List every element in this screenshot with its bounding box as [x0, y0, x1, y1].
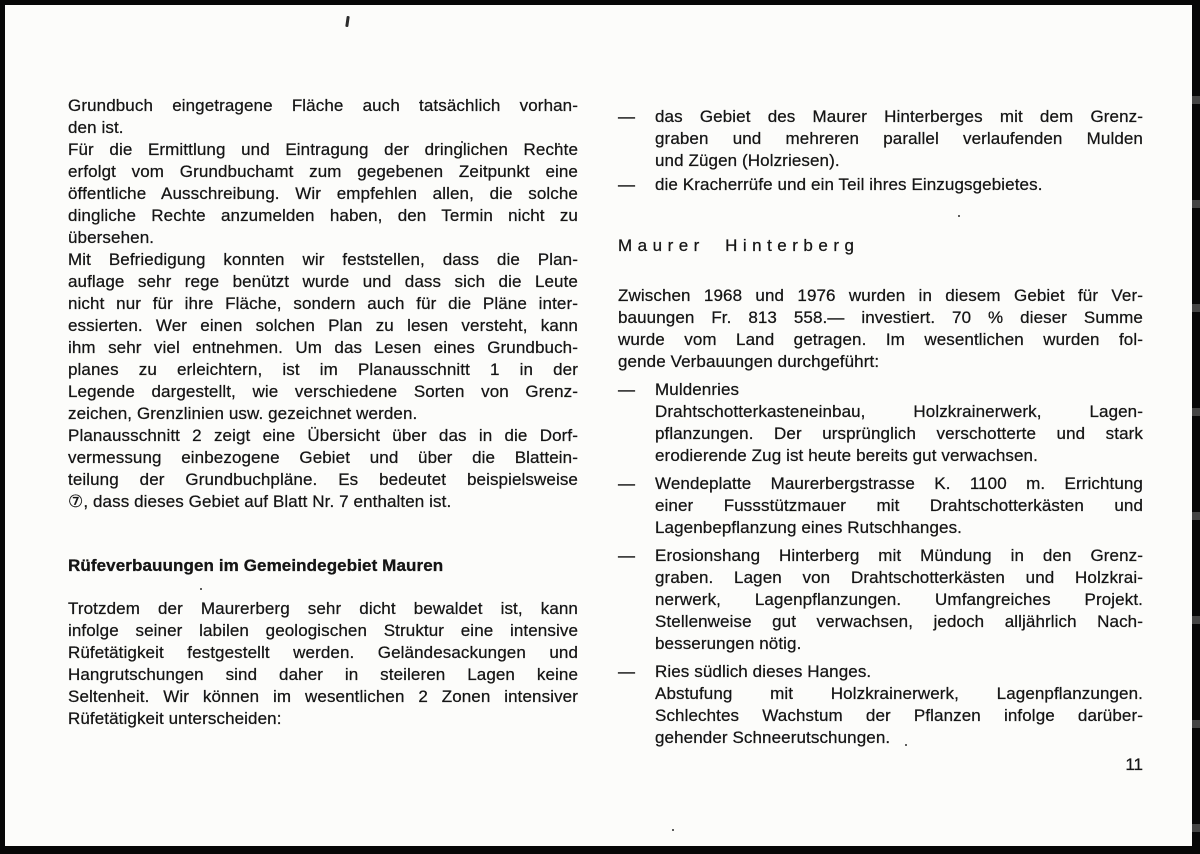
text-line: vermessung einbezogene Gebiet und über die Blattein-: [68, 448, 578, 467]
text-line: bauungen Fr. 813 558.— investiert. 70 % dieser Summe: [618, 308, 1143, 327]
bullet-item: [618, 545, 1143, 655]
text-line: Drahtschotterkasteneinbau, Holzkrainerwerk, Lagen-: [655, 402, 1143, 421]
bullet-text-unit: [655, 379, 1143, 401]
text-line: Legende dargestellt, wie verschiedene Sorten von Grenz-: [68, 382, 578, 401]
bullet-item: [618, 106, 1143, 172]
text-line: nerwerk, Lagenpflanzungen. Umfangreiches Projekt.: [655, 590, 1143, 609]
bullet-text: [655, 545, 1143, 655]
bullet-text: [655, 661, 1143, 749]
paragraph: [68, 249, 578, 425]
text-line: infolge seiner labilen geologischen Struktur eine intensive: [68, 621, 578, 640]
bullet-text-unit: [655, 106, 1143, 172]
bullet-text: [655, 106, 1143, 172]
text-line: pflanzungen. Der ursprünglich verschotterte und stark: [655, 424, 1143, 443]
bullet-dash-icon: —: [618, 662, 636, 681]
bullet-text-unit: [655, 174, 1143, 196]
text-line: das Gebiet des Maurer Hinterberges mit dem Grenz-: [655, 107, 1143, 126]
paragraph: [68, 95, 578, 139]
text-line: Rüfetätigkeit festgestellt werden. Geländesackungen und: [68, 643, 578, 662]
section-heading: Rüfeverbauungen im Gemeindegebiet Mauren: [68, 556, 444, 575]
text-line: Muldenries: [655, 380, 740, 399]
text-line: besserungen nötig.: [655, 634, 802, 653]
text-line: zeichen, Grenzlinien usw. gezeichnet werden.: [68, 404, 418, 423]
text-line: Planausschnitt 2 zeigt eine Übersicht über das in die Dorf-: [68, 426, 578, 445]
text-line: Hangrutschungen sind daher in steileren Lagen keine: [68, 665, 578, 684]
text-line: Erosionshang Hinterberg mit Mündung in den Grenz-: [655, 546, 1143, 565]
text-line: gende Verbauungen durchgeführt:: [618, 352, 880, 371]
paragraph: [68, 598, 578, 730]
text-line: Lagenbepflanzung eines Rutschhanges.: [655, 518, 963, 537]
text-line: Seltenheit. Wir können im wesentlichen 2 Zonen intensiver: [68, 687, 578, 706]
text-line: Abstufung mit Holzkrainerwerk, Lagenpflanzungen.: [655, 684, 1143, 703]
text-line: Zwischen 1968 und 1976 wurden in diesem Gebiet für Ver-: [618, 286, 1143, 305]
bullet-dash-icon: —: [618, 380, 636, 399]
bullet-text: [655, 473, 1143, 539]
scan-edge-top: [0, 0, 1200, 5]
text-line: Für die Ermittlung und Eintragung der dringlichen Rechte: [68, 140, 578, 159]
bullet-item: [618, 661, 1143, 749]
text-line: Rüfetätigkeit unterscheiden:: [68, 709, 282, 728]
text-line: auflage sehr rege benützt wurde und dass sich die Leute: [68, 272, 578, 291]
text-line: teilung der Grundbuchpläne. Es bedeutet beispielsweise: [68, 470, 578, 489]
bullet-dash-icon: —: [618, 107, 636, 126]
bullet-text-unit: [655, 473, 1143, 539]
scan-speck: [672, 829, 674, 831]
text-line: graben und mehreren parallel verlaufenden Mulden: [655, 129, 1143, 148]
bullet-dash-icon: —: [618, 546, 636, 565]
scan-speck: [345, 16, 350, 27]
bullet-dash-icon: —: [618, 175, 636, 194]
text-line: Schlechtes Wachstum der Pflanzen infolge darüber-: [655, 706, 1143, 725]
text-line: Grundbuch eingetragene Fläche auch tatsächlich vorhan-: [68, 96, 578, 115]
text-line: ⑦, dass dieses Gebiet auf Blatt Nr. 7 enthalten ist.: [68, 492, 452, 511]
text-line: graben. Lagen von Drahtschotterkästen und Holzkrai-: [655, 568, 1143, 587]
text-line: öffentliche Ausschreibung. Wir empfehlen allen, die solche: [68, 184, 578, 203]
spaced-section-heading: Maurer Hinterberg: [618, 236, 860, 255]
bullet-dash-icon: —: [618, 474, 636, 493]
paragraph: [618, 285, 1143, 373]
text-line: einer Fussstützmauer mit Drahtschotterkästen und: [655, 496, 1143, 515]
text-line: essierten. Wer einen solchen Plan zu lesen versteht, kann: [68, 316, 578, 335]
scan-edge-left: [0, 0, 5, 854]
text-line: erodierende Zug ist heute bereits gut verwachsen.: [655, 446, 1038, 465]
text-line: Wendeplatte Maurerbergstrasse K. 1100 m. Errichtung: [655, 474, 1143, 493]
text-line: übersehen.: [68, 228, 155, 247]
right-text-column: [618, 106, 1143, 749]
text-line: Mit Befriedigung konnten wir feststellen, dass die Plan-: [68, 250, 578, 269]
text-line: Trotzdem der Maurerberg sehr dicht bewaldet ist, kann: [68, 599, 578, 618]
left-text-column: [68, 95, 578, 730]
bullet-item: [618, 174, 1143, 196]
text-line: die Kracherrüfe und ein Teil ihres Einzugsgebietes.: [655, 175, 1043, 194]
text-line: erfolgt vom Grundbuchamt zum gegebenen Zeitpunkt eine: [68, 162, 578, 181]
text-line: dingliche Rechte anzumelden haben, den Termin nicht zu: [68, 206, 578, 225]
bullet-item: [618, 379, 1143, 467]
paragraph: [68, 139, 578, 249]
bullet-text-unit: [655, 683, 1143, 749]
text-line: gehender Schneerutschungen.: [655, 728, 891, 747]
bullet-text-unit: [655, 545, 1143, 655]
text-line: den ist.: [68, 118, 124, 137]
text-line: Ries südlich dieses Hanges.: [655, 662, 872, 681]
text-line: Stellenweise gut verwachsen, jedoch alljährlich Nach-: [655, 612, 1143, 631]
bullet-text-unit: [655, 401, 1143, 467]
bullet-text-unit: [655, 661, 1143, 683]
scan-edge-right: [1192, 0, 1200, 854]
text-line: nicht nur für ihre Fläche, sondern auch für die Pläne inter-: [68, 294, 578, 313]
text-line: ihm sehr viel entnehmen. Um das Lesen eines Grundbuch-: [68, 338, 578, 357]
bullet-text: [655, 379, 1143, 467]
page-number: 11: [1125, 755, 1143, 774]
scan-edge-bottom: [0, 846, 1200, 854]
text-line: und Zügen (Holzriesen).: [655, 151, 840, 170]
bullet-text: [655, 174, 1143, 196]
text-line: wurde vom Land getragen. Im wesentlichen wurden fol-: [618, 330, 1143, 349]
paragraph: [68, 425, 578, 513]
text-line: planes zu erleichtern, ist im Planausschnitt 1 in der: [68, 360, 578, 379]
bullet-item: [618, 473, 1143, 539]
